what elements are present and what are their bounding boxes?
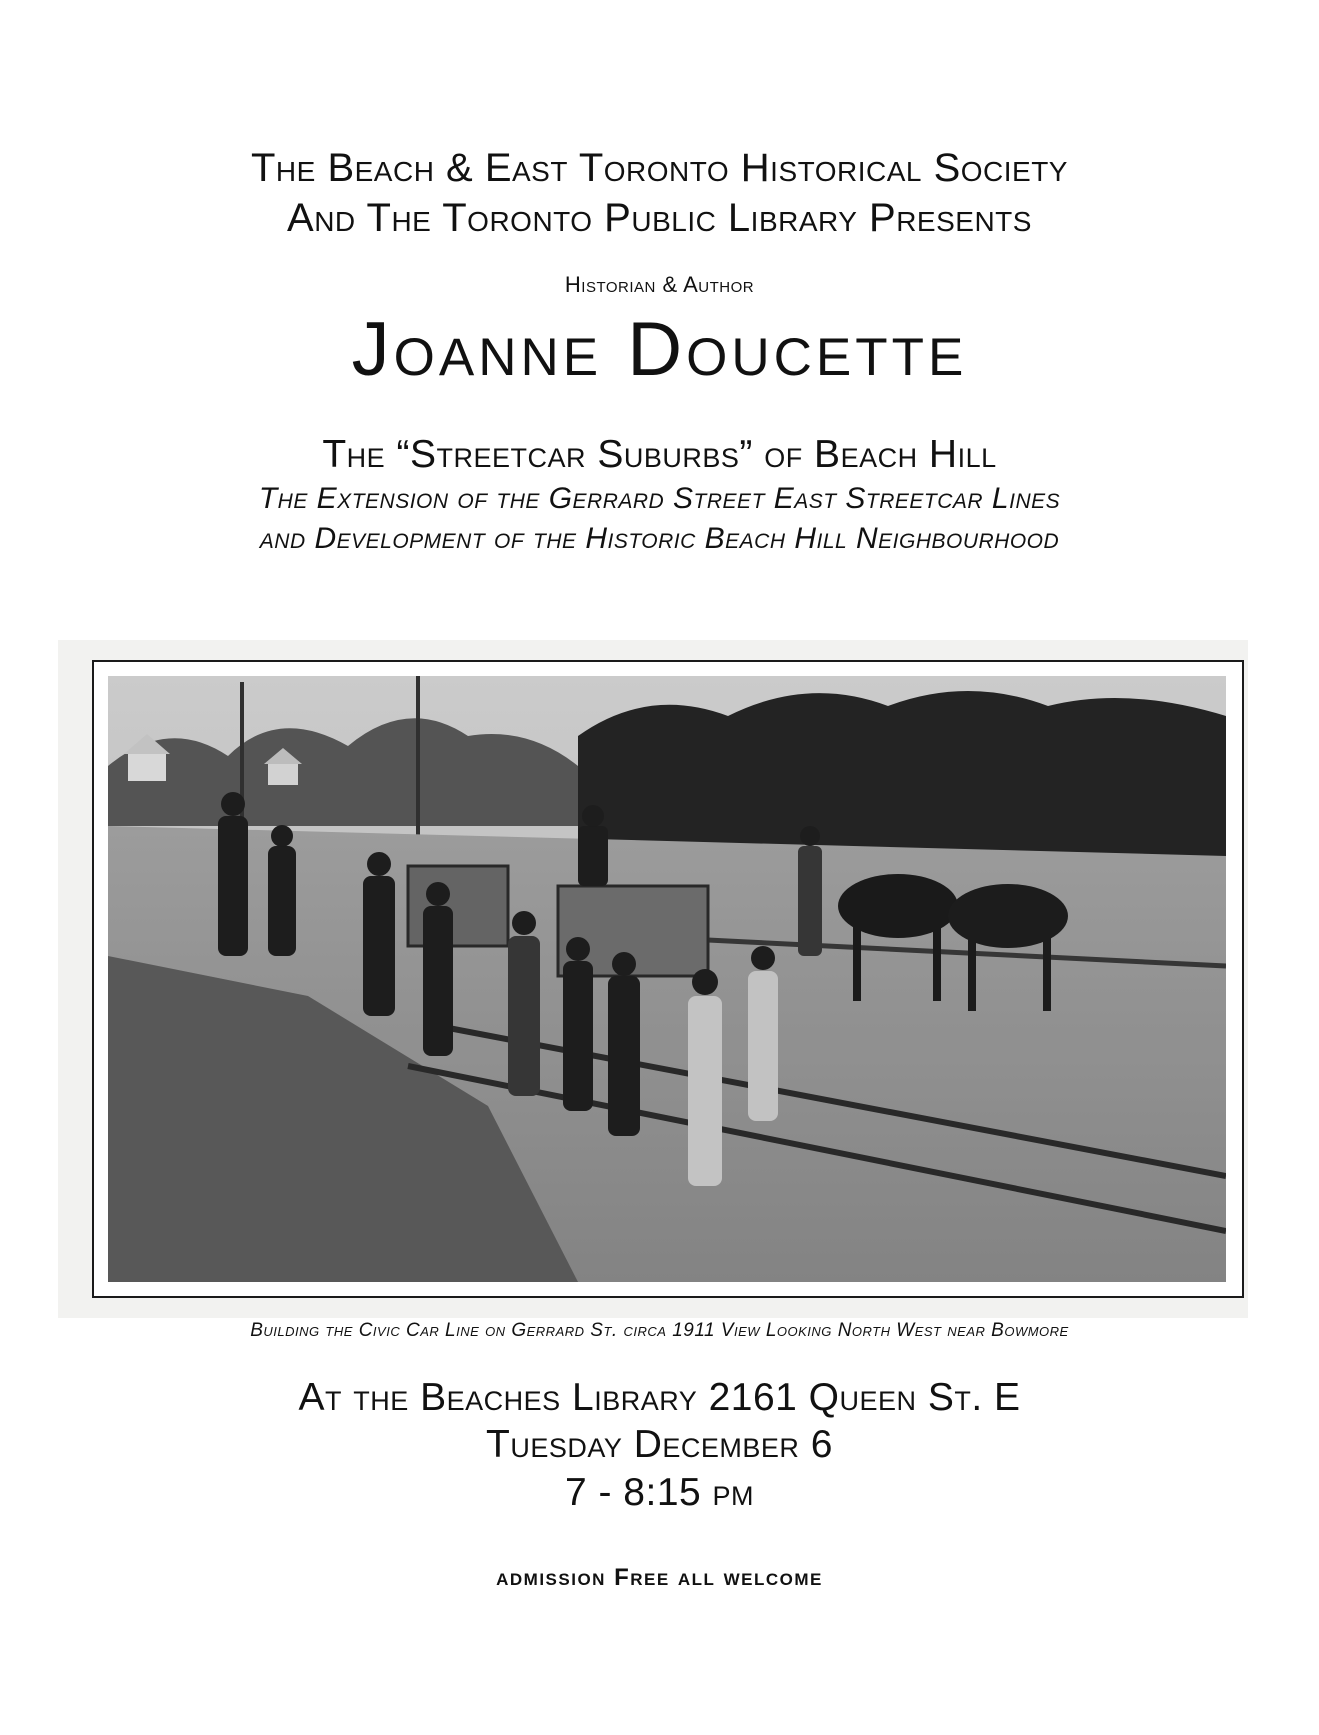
photo-caption: Building the Civic Car Line on Gerrard St. circa 1911 View Looking North West near Bowmore bbox=[250, 1320, 1069, 1341]
talk-subtitle-line-2: and Development of the Historic Beach Hill Neighbourhood bbox=[259, 522, 1060, 555]
historic-photo-illustration bbox=[108, 676, 1226, 1282]
talk-subtitle-line-1: The Extension of the Gerrard Street East Streetcar Lines bbox=[258, 482, 1061, 515]
speaker-role: Historian & Author bbox=[564, 272, 755, 297]
historic-photo-frame bbox=[58, 640, 1248, 1318]
admission-note: admission Free all welcome bbox=[496, 1564, 823, 1591]
talk-title: The “Streetcar Suburbs” of Beach Hill bbox=[322, 433, 997, 476]
presenter-line-2: And The Toronto Public Library Presents bbox=[287, 196, 1032, 240]
historic-photo bbox=[108, 676, 1226, 1282]
speaker-name: Joanne Doucette bbox=[351, 307, 968, 392]
event-date: Tuesday December 6 bbox=[486, 1423, 833, 1466]
event-time: 7 - 8:15 pm bbox=[564, 1471, 755, 1514]
event-venue: At the Beaches Library 2161 Queen St. E bbox=[298, 1376, 1021, 1419]
photo-tone-overlay bbox=[108, 676, 1226, 1282]
presenter-line-1: The Beach & East Toronto Historical Society bbox=[251, 146, 1068, 190]
